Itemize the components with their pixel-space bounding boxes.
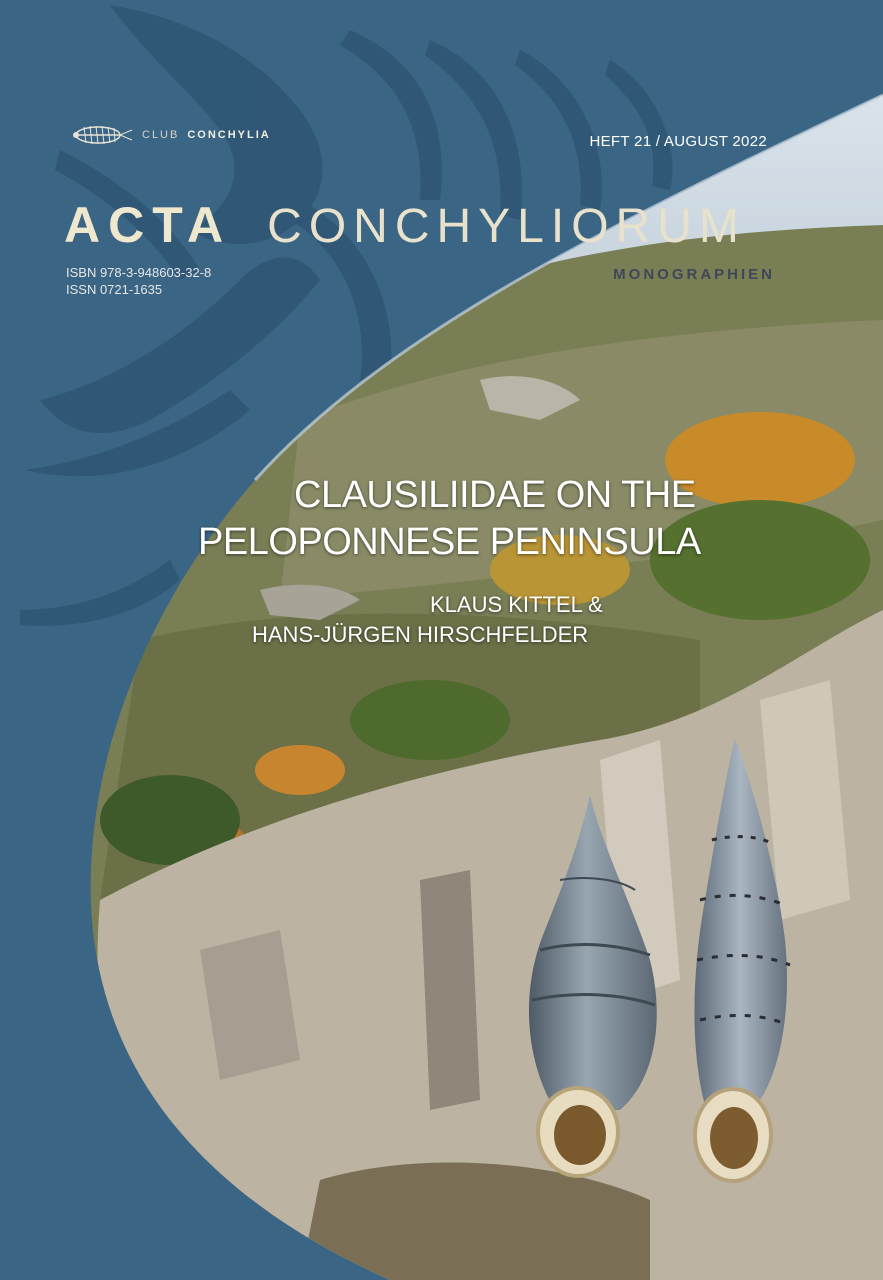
club-name: CONCHYLIA (187, 129, 271, 141)
author-line1: KLAUS KITTEL & (430, 592, 603, 617)
club-prefix: CLUB (142, 129, 180, 141)
isbn: ISBN 978-3-948603-32-8 (66, 265, 212, 280)
identifiers (66, 264, 211, 298)
authors (252, 590, 603, 650)
journal-title-bold: ACTA (64, 197, 232, 253)
series-name: MONOGRAPHIEN (613, 266, 775, 283)
fossil-trilobite-icon (68, 118, 134, 152)
issue-info: HEFT 21 / AUGUST 2022 (589, 133, 767, 150)
club-logo (68, 118, 271, 152)
journal-title (64, 196, 746, 254)
book-title-line2: PELOPONNESE PENINSULA (198, 521, 701, 563)
author-line2: HANS-JÜRGEN HIRSCHFELDER (252, 622, 589, 647)
issn: ISSN 0721-1635 (66, 282, 163, 297)
journal-title-light: CONCHYLIORUM (267, 200, 746, 253)
book-title-line1: CLAUSILIIDAE ON THE (294, 474, 696, 516)
book-title (198, 472, 701, 566)
